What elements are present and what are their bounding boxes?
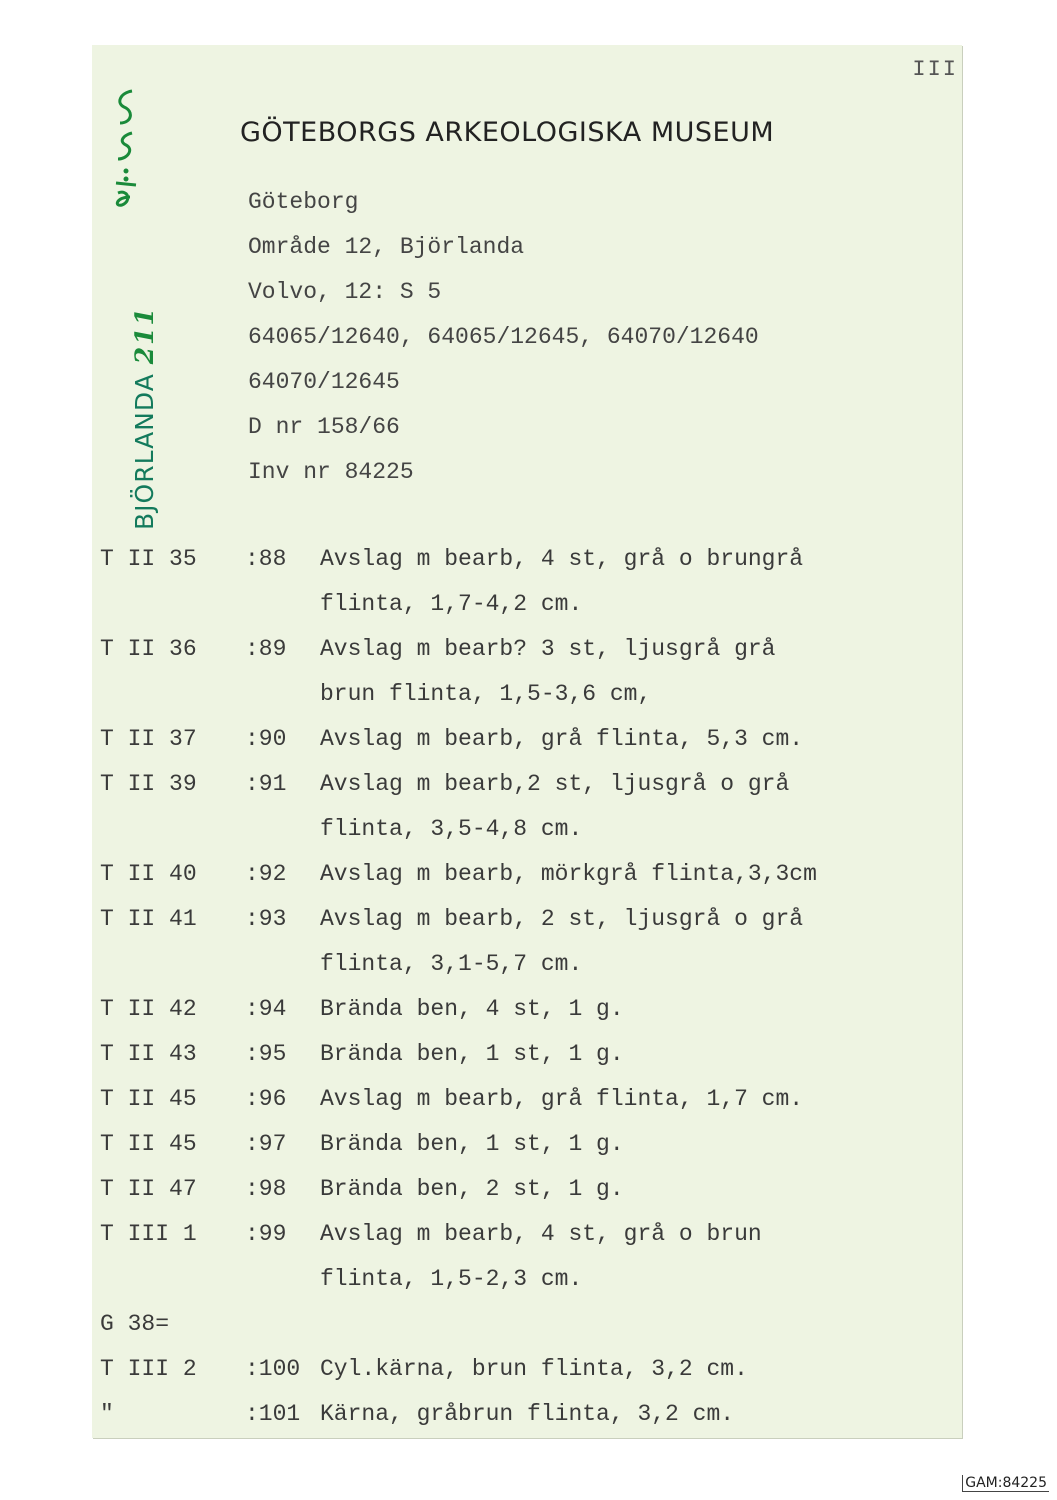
item-ref: T II 36 (100, 636, 197, 662)
item-ref: T III 2 (100, 1356, 197, 1382)
list-item (100, 987, 962, 1032)
item-description: flinta, 3,5-4,8 cm. (320, 816, 583, 842)
item-description: Brända ben, 2 st, 1 g. (320, 1176, 624, 1202)
list-item (100, 762, 962, 807)
item-ref: T II 37 (100, 726, 197, 752)
meta-coordinates: 64065/12640, 64065/12645, 64070/12640 (248, 324, 759, 350)
museum-title: GÖTEBORGS ARKEOLOGISKA MUSEUM (240, 117, 775, 148)
item-number: :90 (245, 726, 287, 752)
archive-reference: GAM:84225 (962, 1475, 1049, 1492)
item-description: Avslag m bearb, grå flinta, 1,7 cm. (320, 1086, 804, 1112)
list-item (100, 1302, 962, 1347)
meta-invnr: Inv nr 84225 (248, 459, 414, 485)
item-description: flinta, 1,7-4,2 cm. (320, 591, 583, 617)
list-item (100, 1347, 962, 1392)
list-item (100, 582, 962, 627)
list-item (100, 1257, 962, 1302)
item-description: Avslag m bearb, 4 st, grå o brun (320, 1221, 762, 1247)
item-number: :94 (245, 996, 287, 1022)
meta-block (248, 180, 759, 495)
item-ref: T III 1 (100, 1221, 197, 1247)
side-stamp (130, 306, 159, 530)
list-item (100, 1392, 962, 1437)
list-item (100, 942, 962, 987)
item-description: Kärna, gråbrun flinta, 3,2 cm. (320, 1401, 735, 1427)
item-ref: T II 45 (100, 1131, 197, 1157)
catalog-card (92, 45, 962, 1438)
item-description: Brända ben, 1 st, 1 g. (320, 1131, 624, 1157)
item-description: Avslag m bearb? 3 st, ljusgrå grå (320, 636, 776, 662)
meta-coordinates-2: 64070/12645 (248, 369, 400, 395)
item-number: :95 (245, 1041, 287, 1067)
item-number: :101 (245, 1401, 301, 1427)
item-ref: T II 47 (100, 1176, 197, 1202)
stamp-text: BJÖRLANDA (130, 373, 159, 530)
item-ref: T II 42 (100, 996, 197, 1022)
list-item (100, 807, 962, 852)
item-description: Avslag m bearb, grå flinta, 5,3 cm. (320, 726, 804, 752)
item-ref: T II 41 (100, 906, 197, 932)
handwritten-note (102, 83, 146, 213)
list-item (100, 1122, 962, 1167)
item-ref: " (100, 1401, 114, 1427)
item-description: Avslag m bearb, 4 st, grå o brungrå (320, 546, 804, 572)
meta-site: Volvo, 12: S 5 (248, 279, 442, 305)
item-number: :91 (245, 771, 287, 797)
item-description: brun flinta, 1,5-3,6 cm, (320, 681, 652, 707)
item-number: :93 (245, 906, 287, 932)
item-description: flinta, 3,1-5,7 cm. (320, 951, 583, 977)
item-ref: T II 39 (100, 771, 197, 797)
list-item (100, 1167, 962, 1212)
item-ref: T II 35 (100, 546, 197, 572)
list-item (100, 1212, 962, 1257)
item-list (100, 537, 962, 1437)
item-ref: T II 43 (100, 1041, 197, 1067)
list-item (100, 1032, 962, 1077)
item-description: Avslag m bearb, mörkgrå flinta,3,3cm (320, 861, 817, 887)
item-number: :92 (245, 861, 287, 887)
item-number: :96 (245, 1086, 287, 1112)
list-item (100, 672, 962, 717)
item-description: Avslag m bearb, 2 st, ljusgrå o grå (320, 906, 804, 932)
page-mark: III (912, 57, 958, 82)
meta-city: Göteborg (248, 189, 359, 215)
item-ref: T II 40 (100, 861, 197, 887)
item-number: :99 (245, 1221, 287, 1247)
stamp-number: 211 (130, 306, 159, 365)
item-description: Brända ben, 1 st, 1 g. (320, 1041, 624, 1067)
item-description: Brända ben, 4 st, 1 g. (320, 996, 624, 1022)
list-item (100, 627, 962, 672)
item-description: flinta, 1,5-2,3 cm. (320, 1266, 583, 1292)
item-number: :100 (245, 1356, 301, 1382)
item-description: Cyl.kärna, brun flinta, 3,2 cm. (320, 1356, 748, 1382)
meta-area: Område 12, Björlanda (248, 234, 525, 260)
list-item (100, 537, 962, 582)
list-item (100, 852, 962, 897)
list-item (100, 897, 962, 942)
item-ref: T II 45 (100, 1086, 197, 1112)
item-number: :88 (245, 546, 287, 572)
item-ref: G 38= (100, 1311, 170, 1337)
list-item (100, 717, 962, 762)
meta-dnr: D nr 158/66 (248, 414, 400, 440)
list-item (100, 1077, 962, 1122)
item-description: Avslag m bearb,2 st, ljusgrå o grå (320, 771, 790, 797)
item-number: :98 (245, 1176, 287, 1202)
item-number: :97 (245, 1131, 287, 1157)
item-number: :89 (245, 636, 287, 662)
